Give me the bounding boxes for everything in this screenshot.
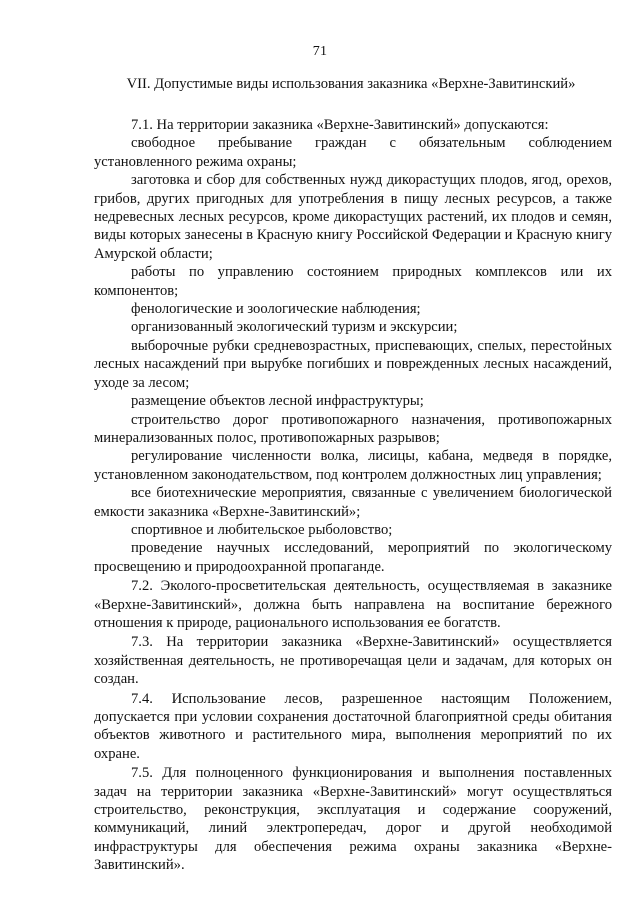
list-item: работы по управлению состоянием природных комплексов или их компонентов; [94,264,612,299]
list-item: выборочные рубки средневозрастных, приспевающих, спелых, перестойных лесных насаждений при вырубке погибших и поврежденных лесных насаждений, уходе за лесом; [94,337,612,391]
paragraph-7-2: 7.2. Эколого-просветительская деятельность, осуществляемая в заказнике «Верхне-Завитинский», должна быть направлена на воспитание бережного отношения к природе, рационального использования ее богатств. [94,578,612,631]
paragraph-7-5: 7.5. Для полноценного функционирования и выполнения поставленных задач на территории заказника «Верхне-Завитинский» могут осуществляться строительство, реконструкция, эксплуатация и содержание сооружений, коммуникаций, линий электропередач, дорог и другой необходимой инфраструктуры для обеспечения режима охраны заказника «Верхне-Завитинский». [94,765,612,874]
list-item: строительство дорог противопожарного назначения, противопожарных минерализованных полос, противопожарных разрывов; [94,411,612,446]
list-item: спортивное и любительское рыболовство; [131,521,393,538]
section-body [94,116,612,875]
list-item: проведение научных исследований, мероприятий по экологическому просвещению и природоохранной пропаганде. [94,540,612,575]
list-item: регулирование численности волка, лисицы, кабана, медведя в порядке, установленном законодательством, под контролем должностных лиц управления; [94,448,612,483]
list-item: фенологические и зоологические наблюдения; [131,301,421,318]
list-item: свободное пребывание граждан с обязательным соблюдением установленного режима охраны; [94,135,612,170]
paragraph-7-3: 7.3. На территории заказника «Верхне-Завитинский» осуществляется хозяйственная деятельность, не противоречащая цели и задачам, для которых он создан. [94,634,612,688]
page-number: 71 [312,44,328,59]
section-heading: VII. Допустимые виды использования заказника «Верхне-Завитинский» [126,76,576,92]
list-item: все биотехнические мероприятия, связанные с увеличением биологической емкости заказника «Верхне-Завитинский»; [94,485,612,520]
paragraph-7-1-intro: 7.1. На территории заказника «Верхне-Завитинский» допускаются: [131,117,549,133]
list-item: размещение объектов лесной инфраструктуры; [131,393,424,410]
list-item: заготовка и сбор для собственных нужд дикорастущих плодов, ягод, орехов, грибов, других пригодных для употребления в пищу лесных ресурсов, а также недревесных лесных ресурсов, кроме дикорастущих растений, их плодов и семян, виды которых занесены в Красную книгу Российской Федерации и Красную книгу Амурской области; [94,172,612,262]
list-item: организованный экологический туризм и экскурсии; [131,319,458,336]
paragraph-7-4: 7.4. Использование лесов, разрешенное настоящим Положением, допускается при условии сохранения достаточной благоприятной среды обитания объектов животного и растительного мира, выполнения мероприятий по их охране. [94,690,612,762]
